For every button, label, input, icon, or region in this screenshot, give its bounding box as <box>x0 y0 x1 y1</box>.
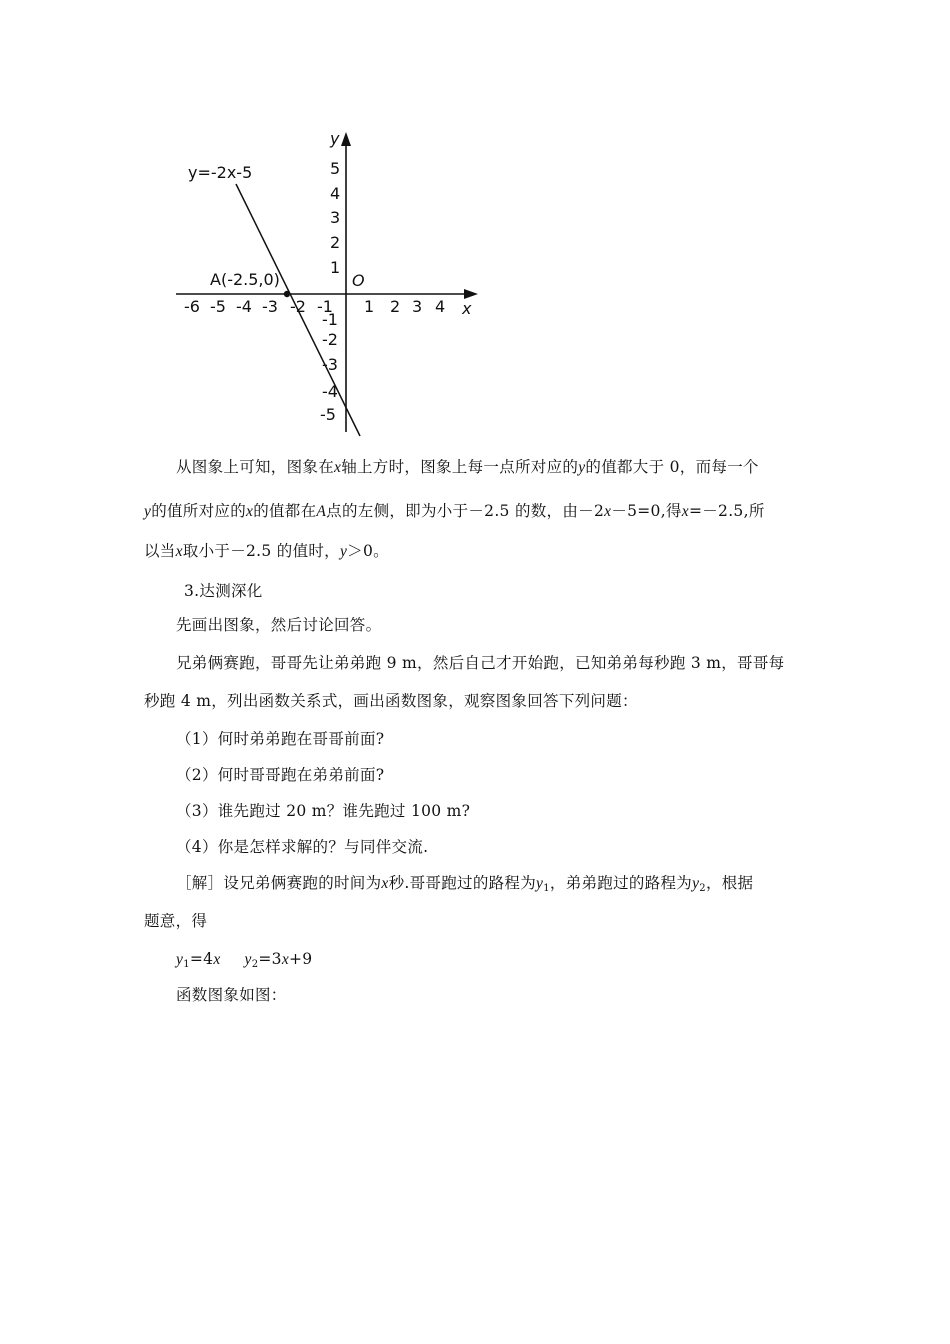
x-tick-label: 1 <box>364 297 375 316</box>
var-x: x <box>213 951 221 968</box>
section-heading: 3.达测深化 <box>184 582 263 600</box>
var-x: x <box>381 875 389 892</box>
y-tick-label: 1 <box>330 258 341 277</box>
y-tick-label: -3 <box>322 355 338 374</box>
y-tick-label: 4 <box>330 184 341 203</box>
y-tick-labels <box>320 159 340 424</box>
x-tick-label: -6 <box>184 297 200 316</box>
y-tick-label: 5 <box>330 159 341 178</box>
text-span: ＞0。 <box>347 542 389 560</box>
y-tick-label: -2 <box>322 330 338 349</box>
origin-label: O <box>352 271 365 290</box>
text-span: 的值所对应的 <box>151 502 246 520</box>
text-span: 的值都大于 0，而每一个 <box>585 458 759 476</box>
var-x: x <box>604 503 612 520</box>
subscript: 1 <box>183 959 190 970</box>
line-label: y=-2x-5 <box>188 163 253 182</box>
intro-paragraph: 先画出图象，然后讨论回答。 <box>176 616 382 634</box>
question-1: （1）何时弟弟跑在哥哥前面? <box>176 730 385 748</box>
var-y: y <box>144 503 152 520</box>
text-span: =3 <box>258 950 282 968</box>
paragraph-1-line-3 <box>144 540 389 563</box>
var-a: A <box>316 503 327 520</box>
solution-line-2: 题意，得 <box>144 912 208 930</box>
var-y: y <box>536 875 544 892</box>
x-tick-label: -1 <box>317 297 333 316</box>
text-span: +9 <box>289 950 313 968</box>
problem-line-2: 秒跑 4 m，列出函数关系式，画出函数图象，观察图象回答下列问题： <box>144 692 638 710</box>
problem-line-1: 兄弟俩赛跑，哥哥先让弟弟跑 9 m，然后自己才开始跑，已知弟弟每秒跑 3 m，哥哥每 <box>176 654 785 672</box>
y-tick-label: -1 <box>322 310 338 329</box>
x-tick-label: -4 <box>236 297 252 316</box>
text-span: =4 <box>189 950 214 968</box>
solution-line-1 <box>176 872 753 900</box>
var-y: y <box>176 951 184 968</box>
paragraph-1-line-2 <box>144 500 765 523</box>
var-y: y <box>244 951 252 968</box>
text-span: 从图象上可知，图象在 <box>176 458 335 476</box>
closing-line: 函数图象如图： <box>176 986 287 1004</box>
var-y: y <box>339 543 348 560</box>
y-tick-label: 2 <box>330 233 341 252</box>
text-span: 取小于－2.5 的值时， <box>182 542 340 560</box>
text-span: =－2.5,所 <box>688 502 765 520</box>
function-graph <box>170 122 490 442</box>
x-tick-label: -5 <box>210 297 226 316</box>
question-3: （3）谁先跑过 20 m？谁先跑过 100 m? <box>176 802 471 820</box>
x-tick-label: 2 <box>390 297 401 316</box>
x-tick-label: -3 <box>262 297 278 316</box>
y-tick-label: -5 <box>320 405 336 424</box>
x-axis-label: x <box>462 299 472 318</box>
var-x: x <box>246 503 254 520</box>
var-y: y <box>692 875 700 892</box>
var-x: x <box>175 543 183 560</box>
var-x: x <box>334 459 342 476</box>
graph-svg <box>170 122 490 442</box>
var-x: x <box>281 951 289 968</box>
subscript: 2 <box>251 959 259 970</box>
text-span: 的值都在 <box>253 502 317 520</box>
x-axis-arrow <box>464 289 478 299</box>
text-span: 以当 <box>144 542 176 560</box>
y-axis-label: y <box>330 129 340 148</box>
text-span: 轴上方时，图象上每一点所对应的 <box>341 458 579 476</box>
y-tick-label: 3 <box>330 208 341 227</box>
question-2: （2）何时哥哥跑在弟弟前面? <box>176 766 385 784</box>
text-span: －5=0,得 <box>611 502 682 520</box>
var-x: x <box>681 503 689 520</box>
x-tick-labels <box>184 297 445 316</box>
y-axis-arrow <box>341 132 351 146</box>
question-4: （4）你是怎样求解的？与同伴交流. <box>176 838 429 856</box>
y-tick-label: -4 <box>322 382 338 401</box>
point-a-label: A(-2.5,0) <box>210 270 280 289</box>
x-tick-label: -2 <box>290 297 306 316</box>
subscript: 1 <box>543 883 550 894</box>
var-y: y <box>578 459 586 476</box>
text-span: 秒.哥哥跑过的路程为 <box>388 874 537 892</box>
text-span: ，弟弟跑过的路程为 <box>549 874 693 892</box>
text-span: ，根据 <box>705 874 754 892</box>
equations-line <box>176 948 312 976</box>
x-tick-label: 3 <box>412 297 423 316</box>
paragraph-1-line-1 <box>176 456 759 479</box>
subscript: 2 <box>699 883 706 894</box>
text-span: 点的左侧，即为小于－2.5 的数，由－2 <box>326 502 605 520</box>
x-tick-label: 4 <box>435 297 446 316</box>
text-span: ［解］设兄弟俩赛跑的时间为 <box>176 874 382 892</box>
